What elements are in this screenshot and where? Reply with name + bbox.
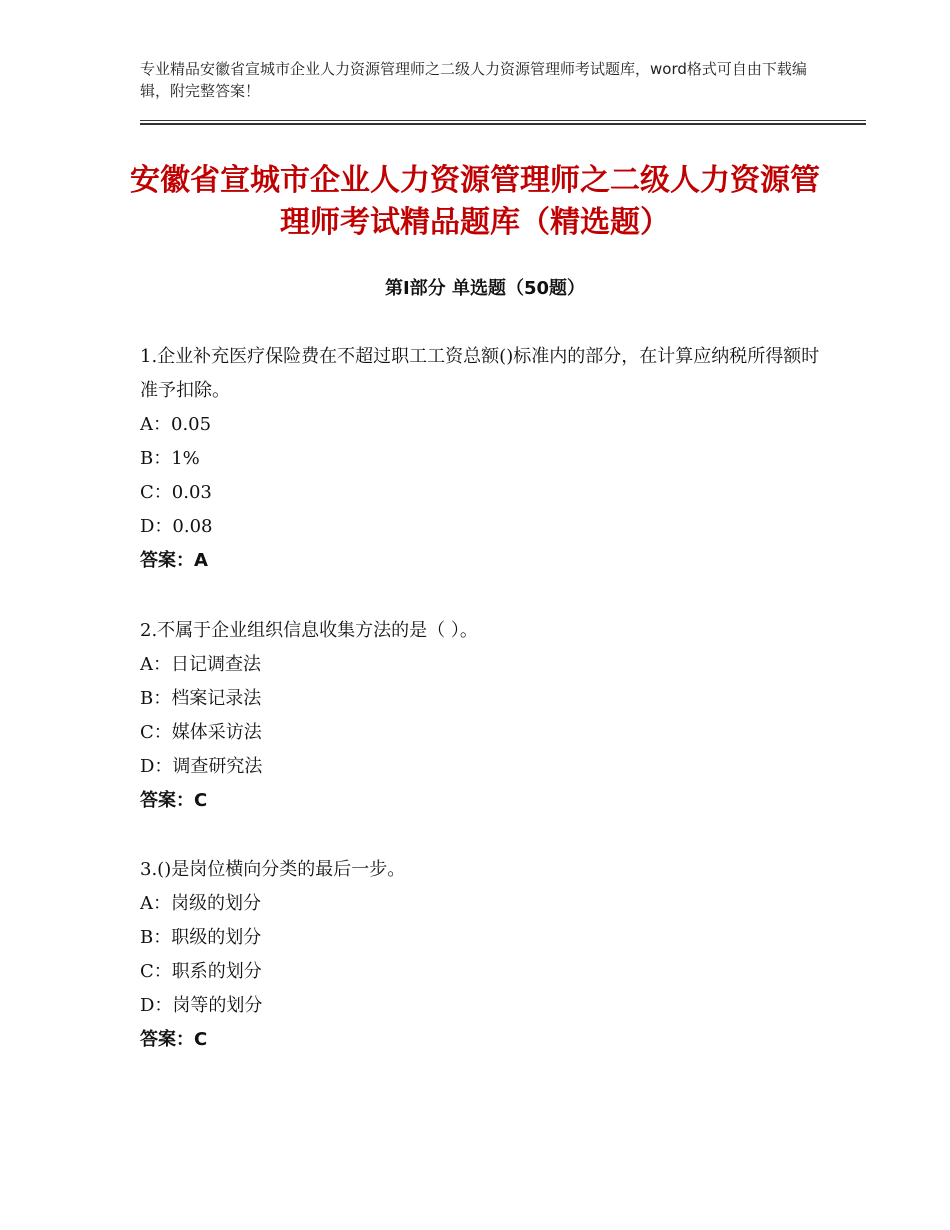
header-divider-thin <box>140 120 866 121</box>
section-title: 第Ⅰ部分 单选题（50题） <box>384 278 585 299</box>
option-d: D：岗等的划分 <box>140 995 263 1016</box>
question-1 <box>140 340 820 578</box>
document-title: 安徽省宣城市企业人力资源管理师之二级人力资源管理师考试精品题库（精选题） <box>130 163 820 240</box>
question-3 <box>140 853 820 1057</box>
answer: 答案：C <box>140 1029 208 1050</box>
option-b: B：1% <box>140 448 200 469</box>
header-divider-thick <box>140 123 866 125</box>
option-b: B：职级的划分 <box>140 927 262 948</box>
option-c: C：媒体采访法 <box>140 722 262 743</box>
option-b: B：档案记录法 <box>140 688 262 709</box>
option-d: D：调查研究法 <box>140 756 263 777</box>
answer: 答案：C <box>140 790 208 811</box>
option-c: C：职系的划分 <box>140 961 262 982</box>
question-stem: 1.企业补充医疗保险费在不超过职工工资总额()标准内的部分，在计算应纳税所得额时准予扣除。 <box>140 346 820 401</box>
option-d: D：0.08 <box>140 516 213 537</box>
option-a: A：日记调查法 <box>140 654 261 675</box>
header-note: 专业精品安徽省宣城市企业人力资源管理师之二级人力资源管理师考试题库，word格式可自由下载编辑，附完整答案！ <box>140 60 807 100</box>
question-stem: 2.不属于企业组织信息收集方法的是（ ）。 <box>140 620 478 641</box>
option-a: A：0.05 <box>140 414 212 435</box>
question-stem: 3.()是岗位横向分类的最后一步。 <box>140 859 406 880</box>
option-a: A：岗级的划分 <box>140 893 261 914</box>
option-c: C：0.03 <box>140 482 212 503</box>
question-2 <box>140 614 820 818</box>
answer: 答案：A <box>140 550 208 571</box>
